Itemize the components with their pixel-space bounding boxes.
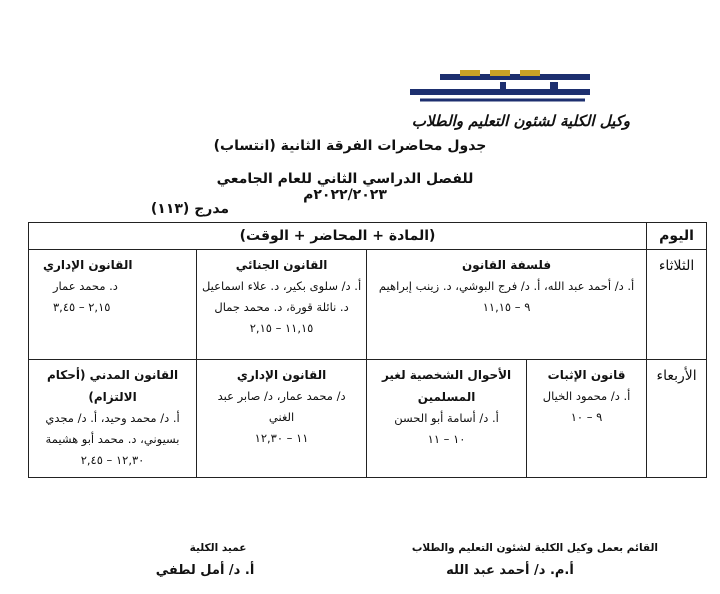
session-cell [197, 250, 367, 360]
lecturer-line: أ. د/ أسامة أبو الحسن [394, 411, 499, 425]
session-cell [29, 250, 197, 360]
subject-name: قانون الإثبات [547, 368, 626, 382]
session-cell [367, 360, 527, 478]
table-row [29, 250, 707, 360]
lecturer-line: د/ محمد عمار، د/ صابر عبد [217, 389, 346, 403]
subject-name: القانون الإداري [43, 258, 133, 272]
time-line: ٩ – ١١,١٥ [482, 300, 531, 314]
time-line: ١٠ – ١١ [427, 432, 466, 446]
time-line: ١١,١٥ – ٢,١٥ [249, 321, 314, 335]
subject-name: فلسفة القانون [462, 258, 552, 272]
time-line: ٩ – ١٠ [570, 410, 603, 424]
day-tuesday: الثلاثاء [647, 250, 707, 360]
hall-label: مدرج (١١٣) [150, 201, 230, 217]
session-cell [527, 360, 647, 478]
day-header: اليوم [647, 223, 707, 250]
left-signature-role: عميد الكلية [189, 542, 247, 554]
lecturer-line: أ. د/ محمد وحيد، أ. د/ مجدي [45, 411, 180, 425]
time-line: ٢,١٥ – ٣,٤٥ [53, 300, 111, 314]
subject-name: القانون الإداري [236, 368, 327, 382]
right-signature-role: القائم بعمل وكيل الكلية لشئون التعليم والطلاب [411, 542, 658, 554]
subject-name: القانون الجنائي [235, 258, 328, 272]
time-line: ١١ – ١٢,٣٠ [254, 431, 309, 445]
session-cell [197, 360, 367, 478]
semester-title: للفصل الدراسي الثاني للعام الجامعي ٢٠٢٢/٢٠٢٣م [216, 171, 474, 203]
time-line: ١٢,٣٠ – ٢,٤٥ [80, 453, 145, 467]
subject-name: القانون المدني (أحكام الالتزام) [46, 368, 179, 404]
content-header: (المادة + المحاضر + الوقت) [29, 223, 647, 250]
vice-dean-title: وكيل الكلية لشئون التعليم والطلاب [411, 112, 630, 130]
lecturer-line: الغني [268, 410, 295, 424]
university-logo [400, 70, 600, 108]
schedule-title: جدول محاضرات الفرقة الثانية (انتساب) [213, 138, 487, 154]
session-cell [29, 360, 197, 478]
right-signature-name: أ.م. د/ أحمد عبد الله [446, 563, 574, 578]
lecturer-line: بسيوني، د. محمد أبو هشيمة [45, 432, 180, 446]
day-wednesday: الأربعاء [647, 360, 707, 478]
table-header-row [29, 223, 707, 250]
left-signature-name: أ. د/ أمل لطفي [155, 563, 255, 578]
subject-name: الأحوال الشخصية لغير المسلمين [381, 368, 512, 404]
lecturer-line: د. محمد عمار [53, 279, 118, 293]
lecturer-line: د. نائلة قورة، د. محمد جمال [214, 300, 349, 314]
schedule-table [28, 222, 707, 478]
table-row [29, 360, 707, 478]
lecturer-line: أ. د/ أحمد عبد الله، أ. د/ فرج البوشي، د. زينب إبراهيم [378, 279, 635, 293]
lecturer-line: أ. د/ سلوى بكير، د. علاء اسماعيل [201, 279, 362, 293]
session-cell [367, 250, 647, 360]
lecturer-line: أ. د/ محمود الخيال [542, 389, 631, 403]
